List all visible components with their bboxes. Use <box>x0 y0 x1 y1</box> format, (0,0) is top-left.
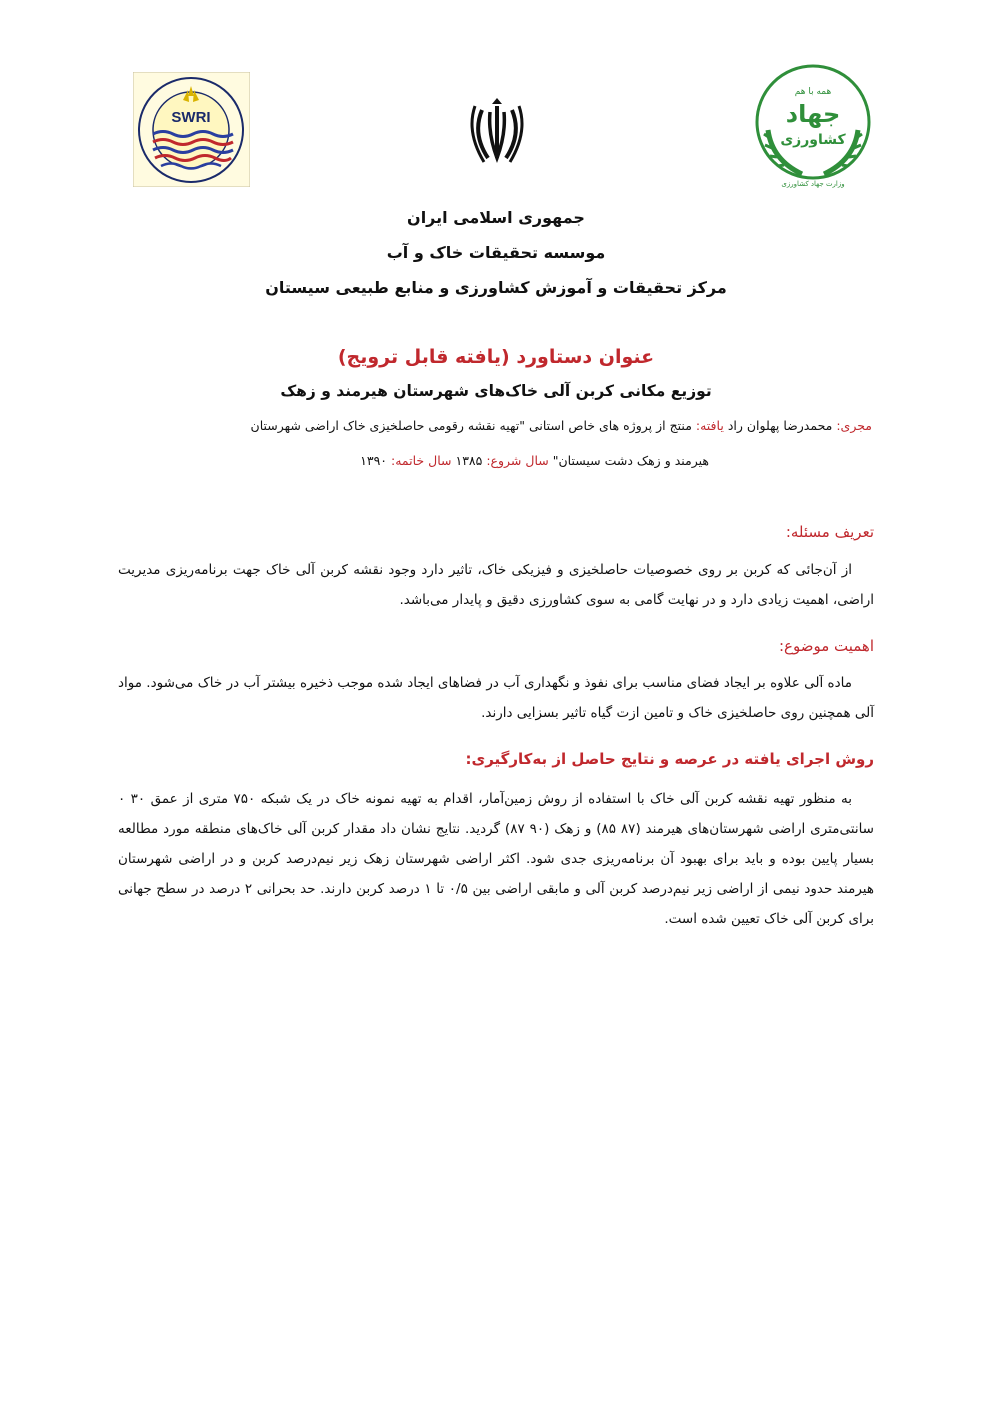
jihad-logo-bottom-text: وزارت جهاد کشاورزی <box>781 180 845 188</box>
end-year-label: سال خاتمه: <box>391 453 452 468</box>
finding-label: یافته: <box>695 418 724 433</box>
method-paragraph: به منظور تهیه نقشه کربن آلی خاک با استفاده از روش زمین‌آمار، اقدام به تهیه نمونه خاک در یک شبکه ۷۵۰ متری از عمق ۳۰ ۰ سانتی‌متری اراضی شهرستان‌های هیرمند (۸۷ ۸۵) و زهک (۹۰ ۸۷) گردید. نتایج نشان داد مقدار کربن آلی خاک‌های منطقه مورد مطالعه بسیار پایین بوده و باید برای بهبود آن برنامه‌ریزی جدی شود. اکثر اراضی شهرستان زهک زیر نیم‌درصد کربن و در اراضی شهرستان هیرمند حدود نیمی از اراضی زیر نیم‌درصد کربن آلی و مابقی اراضی بین ۰/۵ تا ۱ درصد کربن دارند. حد بحرانی ۲ درصد در سطح جهانی برای کربن آلی خاک تعیین شده است. <box>118 791 875 927</box>
start-year-label: سال شروع: <box>486 453 549 468</box>
swri-logo-text: SWRI <box>171 109 211 126</box>
header-institute: موسسه تحقیقات خاک و آب <box>386 243 606 262</box>
finding-value: منتج از پروژه های خاص استانی "تهیه نقشه رقومی حاصلخیزی خاک اراضی شهرستان <box>250 418 692 433</box>
jihad-logo-sub-text: کشاورزی <box>780 132 846 148</box>
problem-paragraph: از آن‌جائی که کربن بر روی خصوصیات حاصلخیزی و فیزیکی خاک، تاثیر دارد وجود نقشه کربن آلی خاک جهت برنامه‌ریزی مدیریت اراضی، اهمیت زیادی دارد و در نهایت گامی به سوی کشاورزی دقیق و پایدار می‌باشد. <box>118 562 874 608</box>
header-center: مرکز تحقیقات و آموزش کشاورزی و منابع طبیعی سیستان <box>265 278 727 297</box>
importance-heading: اهمیت موضوع: <box>778 637 874 655</box>
method-heading: روش اجرای یافته در عرصه و نتایج حاصل از به‌کارگیری: <box>465 750 874 768</box>
swri-logo <box>133 72 250 187</box>
achievement-subtitle: توزیع مکانی کربن آلی خاک‌های شهرستان هیرمند و زهک <box>280 382 712 400</box>
importance-paragraph: ماده آلی علاوه بر ایجاد فضای مناسب برای نفوذ و نگهداری آب در فضاهای ایجاد شده موجب ذخیره بیشتر آب در خاک می‌شود. مواد آلی همچنین روی حاصلخیزی خاک و تامین ازت گیاه تاثیر بسزایی دارند. <box>118 675 874 721</box>
finding-value-cont: هیرمند و زهک دشت سیستان" <box>552 453 709 468</box>
header-country: جمهوری اسلامی ایران <box>407 208 585 227</box>
jihad-keshavarzi-logo <box>752 60 874 188</box>
start-year-value: ۱۳۸۵ <box>455 453 483 468</box>
iran-emblem-icon <box>470 98 524 166</box>
executor-value: محمدرضا پهلوان راد <box>727 418 833 433</box>
meta-line-1 <box>251 416 872 436</box>
achievement-title: عنوان دستاورد (یافته قابل ترویج) <box>337 346 655 368</box>
jihad-logo-top-text: همه با هم <box>794 87 832 97</box>
jihad-logo-main-text: جهاد <box>785 100 841 128</box>
end-year-value: ۱۳۹۰ <box>360 453 388 468</box>
problem-heading: تعریف مسئله: <box>785 523 874 541</box>
meta-line-2 <box>360 451 709 471</box>
executor-label: مجری: <box>836 418 872 433</box>
